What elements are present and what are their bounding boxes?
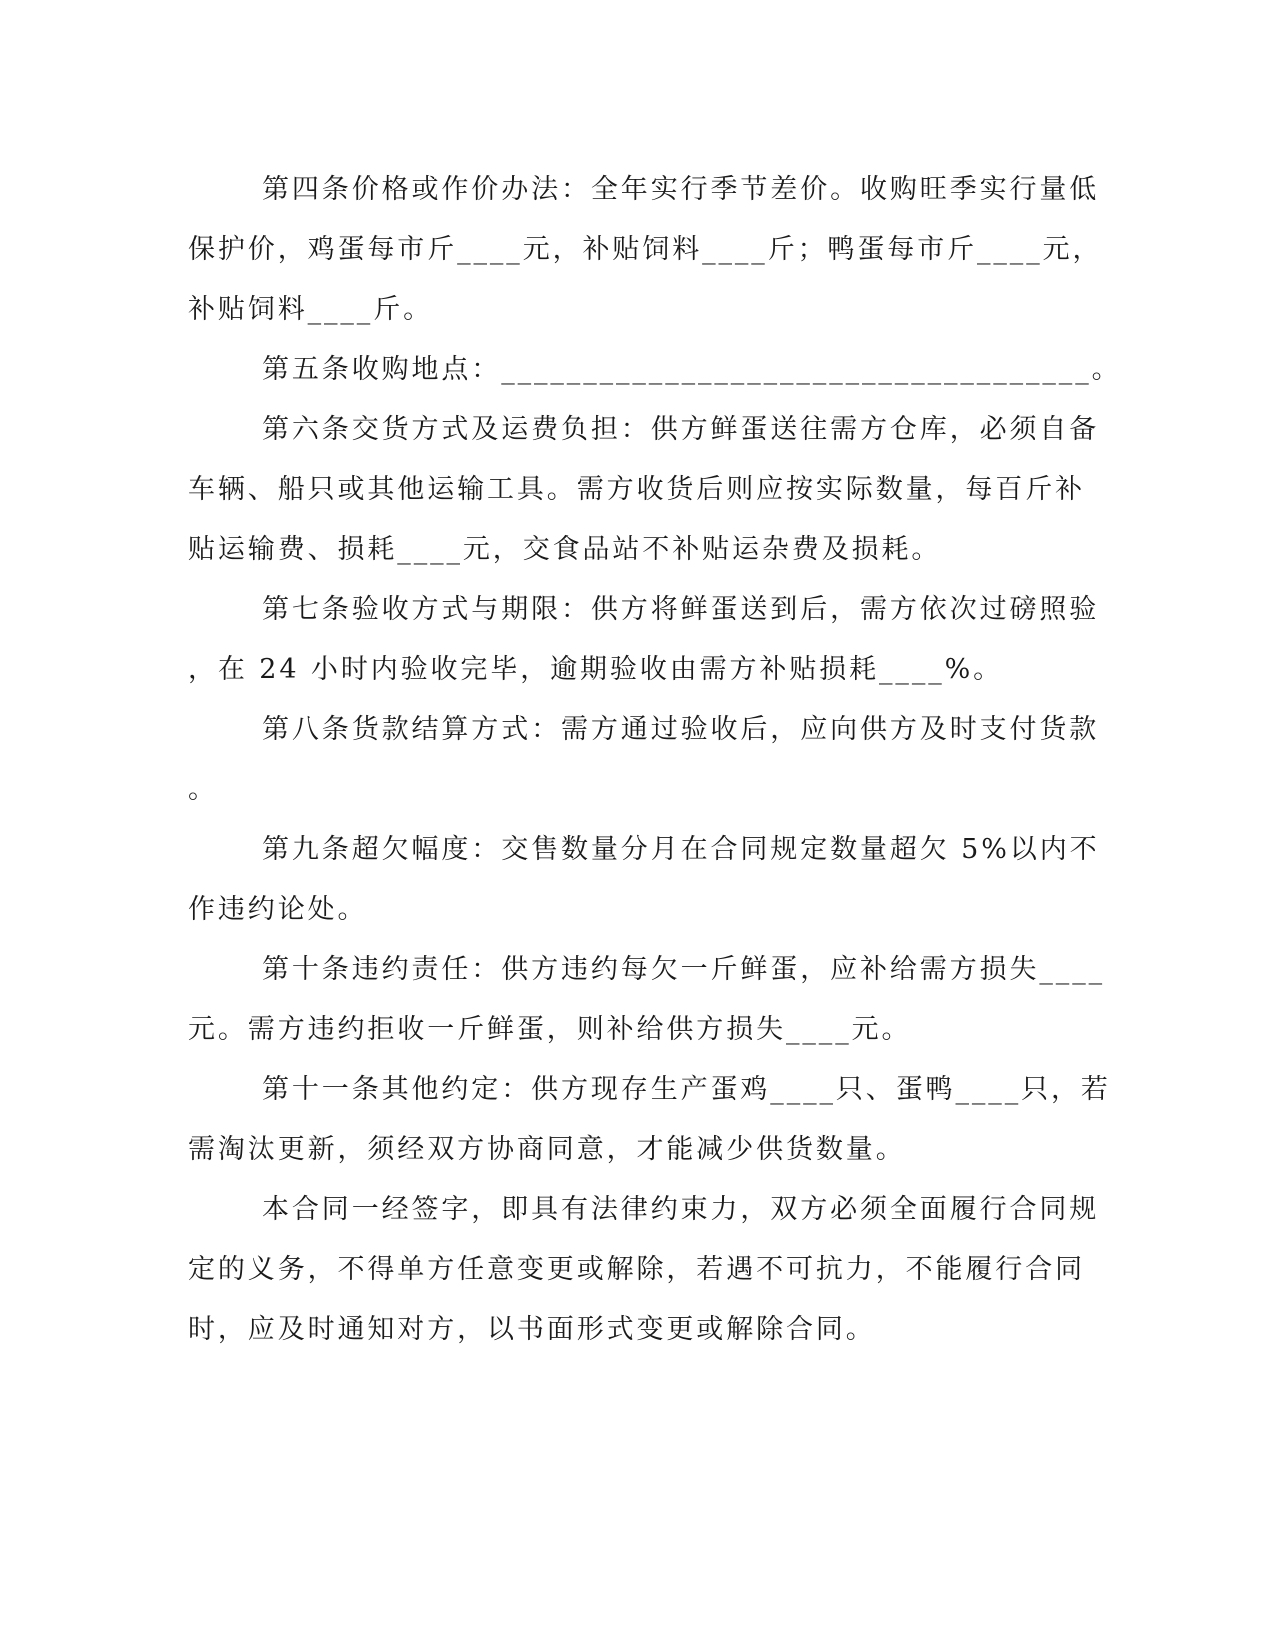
- closing-clause-line-3: 时，应及时通知对方，以书面形式变更或解除合同。: [188, 1314, 876, 1345]
- article-5-line-1: 第五条收购地点：____________________________________。: [262, 354, 1122, 385]
- article-7-line-1: 第七条验收方式与期限：供方将鲜蛋送到后，需方依次过磅照验: [262, 594, 1100, 625]
- closing-clause-line-1: 本合同一经签字，即具有法律约束力，双方必须全面履行合同规: [262, 1194, 1100, 1225]
- article-11-line-1: 第十一条其他约定：供方现存生产蛋鸡____只、蛋鸭____只，若: [262, 1074, 1111, 1105]
- article-8-line-1: 第八条货款结算方式：需方通过验收后，应向供方及时支付货款: [262, 714, 1100, 745]
- article-6-line-1: 第六条交货方式及运费负担：供方鲜蛋送往需方仓库，必须自备: [262, 414, 1100, 445]
- article-6-line-3: 贴运输费、损耗____元，交食品站不补贴运杂费及损耗。: [188, 534, 942, 565]
- article-10-line-2: 元。需方违约拒收一斤鲜蛋，则补给供方损失____元。: [188, 1014, 912, 1045]
- article-6-line-2: 车辆、船只或其他运输工具。需方收货后则应按实际数量，每百斤补: [188, 474, 1085, 505]
- article-9-line-2: 作违约论处。: [188, 894, 368, 925]
- article-4-line-1: 第四条价格或作价办法：全年实行季节差价。收购旺季实行量低: [262, 174, 1100, 205]
- article-4-line-3: 补贴饲料____斤。: [188, 294, 433, 325]
- article-10-line-1: 第十条违约责任：供方违约每欠一斤鲜蛋，应补给需方损失____: [262, 954, 1105, 985]
- article-8-line-2: 。: [188, 774, 218, 805]
- article-7-line-2: ，在 24 小时内验收完毕，逾期验收由需方补贴损耗____%。: [188, 654, 1004, 685]
- article-11-line-2: 需淘汰更新，须经双方协商同意，才能减少供货数量。: [188, 1134, 906, 1165]
- closing-clause-line-2: 定的义务，不得单方任意变更或解除，若遇不可抗力，不能履行合同: [188, 1254, 1085, 1285]
- article-9-line-1: 第九条超欠幅度：交售数量分月在合同规定数量超欠 5%以内不: [262, 834, 1100, 865]
- article-4-line-2: 保护价，鸡蛋每市斤____元，补贴饲料____斤；鸭蛋每市斤____元，: [188, 234, 1103, 265]
- document-body: [188, 160, 1122, 1360]
